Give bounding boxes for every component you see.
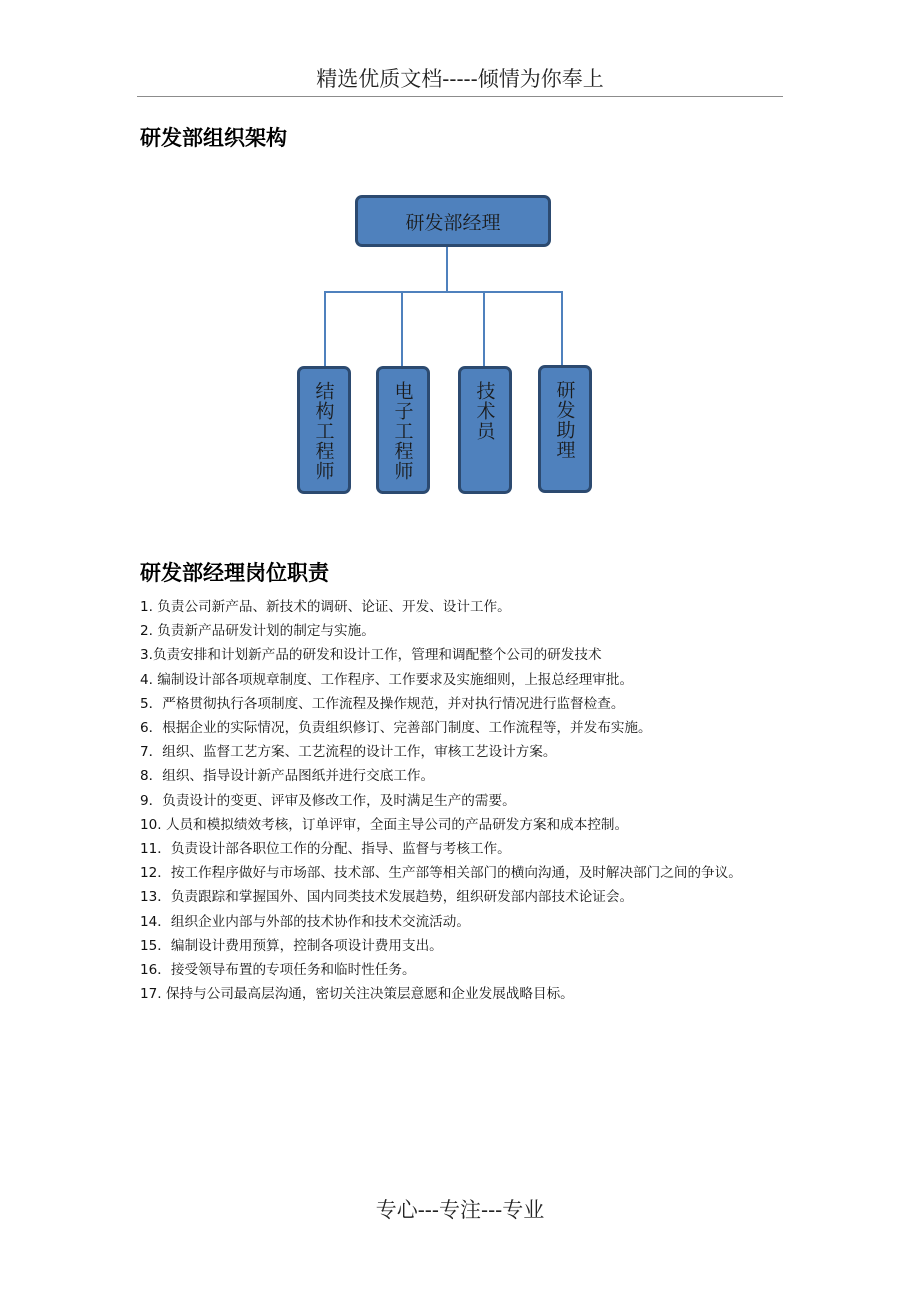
list-item: 9．负责设计的变更、评审及修改工作，及时满足生产的需要。 [140,792,516,809]
org-chart [290,190,600,500]
connector-child-4 [561,291,563,367]
section-title-org-structure: 研发部组织架构 [140,126,287,150]
list-item: 11．负责设计部各职位工作的分配、指导、监督与考核工作。 [140,841,511,858]
page-header: 精选优质文档-----倾情为你奉上 [137,64,783,97]
list-item: 8．组织、指导设计新产品图纸并进行交底工作。 [140,768,435,785]
org-box-manager [355,195,551,247]
list-item: 4. 编制设计部各项规章制度、工作程序、工作要求及实施细则，上报总经理审批。 [140,671,634,688]
org-box-label: 技术员 [473,381,496,441]
list-item: 14．组织企业内部与外部的技术协作和技术交流活动。 [140,913,470,930]
list-item: 12．按工作程序做好与市场部、技术部、生产部等相关部门的横向沟通，及时解决部门之间的争议。 [140,865,742,882]
list-item: 16．接受领导布置的专项任务和临时性任务。 [140,962,416,979]
list-item: 7．组织、监督工艺方案、工艺流程的设计工作，审核工艺设计方案。 [140,744,557,761]
duties-list [140,595,780,1006]
list-item: 5．严格贯彻执行各项制度、工作流程及操作规范，并对执行情况进行监督检查。 [140,695,625,712]
list-item: 1. 负责公司新产品、新技术的调研、论证、开发、设计工作。 [140,599,511,615]
org-box-rd-assistant [538,365,592,493]
connector-root-down [446,247,448,292]
org-box-label: 电子工程师 [391,381,414,481]
connector-horizontal [324,291,562,293]
org-box-technician [458,366,512,494]
list-item: 15．编制设计费用预算，控制各项设计费用支出。 [140,937,443,954]
connector-child-3 [483,291,485,367]
org-box-structural-engineer [297,366,351,494]
list-item: 10. 人员和模拟绩效考核，订单评审，全面主导公司的产品研发方案和成本控制。 [140,816,629,833]
list-item: 2. 负责新产品研发计划的制定与实施。 [140,623,375,640]
org-box-label: 研发助理 [553,380,576,460]
list-item: 3.负责安排和计划新产品的研发和设计工作，管理和调配整个公司的研发技术 [140,647,602,664]
list-item: 6．根据企业的实际情况，负责组织修订、完善部门制度、工作流程等，并发布实施。 [140,720,652,737]
page-footer: 专心---专注---专业 [375,1198,545,1222]
list-item: 17. 保持与公司最高层沟通，密切关注决策层意愿和企业发展战略目标。 [140,986,574,1003]
org-box-label: 结构工程师 [312,381,335,481]
section-title-manager-duties: 研发部经理岗位职责 [140,561,329,585]
org-box-electronic-engineer [376,366,430,494]
connector-child-1 [324,291,326,367]
list-item: 13．负责跟踪和掌握国外、国内同类技术发展趋势，组织研发部内部技术论证会。 [140,889,634,906]
org-box-manager-label: 研发部经理 [405,211,501,234]
connector-child-2 [401,291,403,367]
